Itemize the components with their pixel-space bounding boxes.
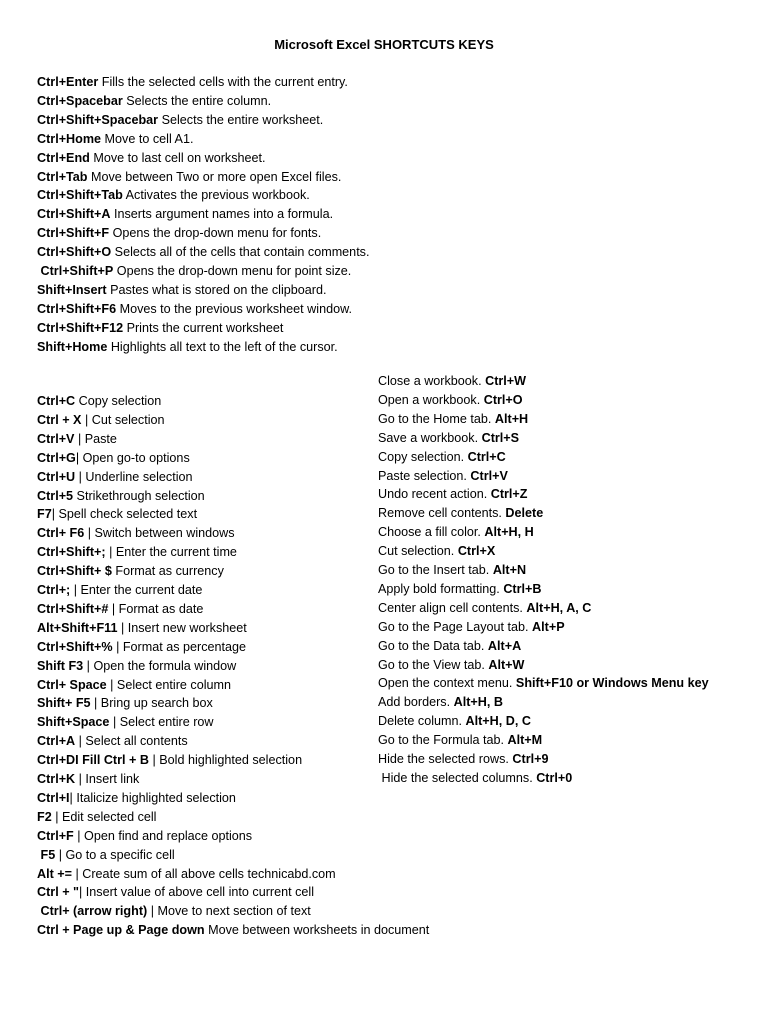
shortcut-line [37, 525, 235, 541]
shortcut-line [37, 733, 188, 749]
shortcut-description: | Edit selected cell [51, 809, 157, 824]
shortcut-key: Ctrl+ Space [37, 677, 107, 692]
shortcut-line [37, 339, 338, 355]
shortcut-line [37, 658, 236, 674]
shortcut-line [37, 582, 202, 598]
shortcut-key: Shift+ F5 [37, 696, 91, 711]
shortcut-line [37, 187, 310, 203]
shortcut-description: Go to the View tab. [378, 657, 489, 672]
shortcut-line [37, 393, 161, 409]
shortcut-key: Ctrl+Shift+# [37, 601, 109, 616]
shortcut-description: | Go to a specific cell [55, 847, 175, 862]
shortcut-description: Paste selection. [378, 468, 471, 483]
shortcut-description: | Bold highlighted selection [148, 753, 303, 768]
shortcut-key: Ctrl+9 [512, 752, 549, 766]
shortcut-key: Alt+N [492, 563, 527, 577]
shortcut-line [37, 93, 271, 109]
shortcut-description: | Create sum of all above cells technicabd.com [72, 866, 336, 881]
shortcut-description: Moves to the previous worksheet window. [116, 301, 352, 316]
shortcut-line [37, 639, 246, 655]
shortcut-description: Save a workbook. [378, 430, 482, 445]
shortcut-key: Ctrl+Shift+ $ [37, 564, 112, 579]
shortcut-key: Ctrl+V [37, 431, 75, 446]
shortcut-key: F2 [37, 809, 52, 824]
shortcut-description: | Italicize highlighted selection [69, 790, 236, 805]
shortcut-key: Alt+Shift+F11 [37, 620, 118, 635]
shortcut-description: Go to the Formula tab. [378, 733, 508, 748]
shortcut-line [37, 828, 252, 844]
shortcut-description: Open a workbook. [378, 392, 484, 407]
shortcut-line [37, 112, 323, 128]
shortcut-line [37, 320, 283, 336]
shortcut-key: F5 [37, 847, 56, 862]
shortcut-line [378, 392, 523, 408]
shortcut-line [378, 638, 521, 654]
shortcut-key: Ctrl+Shift+A [37, 207, 111, 222]
shortcut-line [37, 131, 193, 147]
shortcut-description: Go to the Data tab. [378, 638, 488, 653]
shortcut-line [37, 74, 348, 90]
shortcut-key: Shift F3 [37, 658, 84, 673]
shortcut-key: Ctrl+I [37, 790, 70, 805]
shortcut-description: Center align cell contents. [378, 600, 527, 615]
shortcut-key: Alt+A [487, 638, 522, 653]
shortcut-key: Ctrl+Shift+Spacebar [37, 112, 159, 127]
shortcut-line [37, 771, 139, 787]
shortcut-key: Ctrl+0 [536, 770, 573, 785]
shortcut-key: Ctrl+; [37, 583, 71, 597]
shortcut-description: Highlights all text to the left of the cursor. [107, 339, 338, 354]
shortcut-key: Ctrl+End [37, 150, 90, 165]
shortcut-key: Ctrl+Shift+O [37, 245, 112, 260]
shortcut-description: Go to the Insert tab. [378, 563, 493, 577]
shortcut-description: | Insert link [75, 772, 140, 786]
shortcut-key: Alt+H, D, C [465, 714, 531, 729]
page-title: Microsoft Excel SHORTCUTS KEYS [274, 37, 494, 52]
shortcut-key: Ctrl+Home [37, 131, 102, 146]
shortcut-description: Move to cell A1. [101, 131, 194, 146]
shortcut-line [378, 543, 495, 559]
shortcut-line [37, 150, 266, 166]
shortcut-description: | Enter the current date [70, 583, 203, 597]
shortcut-line [378, 486, 527, 502]
shortcut-description: Activates the previous workbook. [122, 188, 310, 203]
shortcut-key: Shift+Insert [37, 282, 107, 297]
shortcut-description: Undo recent action. [378, 487, 491, 502]
shortcut-key: Ctrl+C [467, 449, 506, 464]
shortcut-description: Apply bold formatting. [378, 581, 504, 596]
shortcut-key: Alt+H, H [484, 525, 534, 540]
shortcut-key: Ctrl+ (arrow right) [37, 904, 148, 919]
shortcut-key: Alt+W [488, 657, 525, 672]
shortcut-description: | Open find and replace options [73, 828, 253, 843]
shortcut-line [37, 206, 333, 222]
shortcut-line [37, 809, 156, 825]
shortcut-key: Ctrl+O [483, 392, 523, 407]
shortcut-line [378, 770, 572, 786]
shortcut-description: Opens the drop-down menu for fonts. [109, 226, 322, 241]
shortcut-description: Go to the Home tab. [378, 411, 495, 426]
shortcut-key: Alt+H [494, 411, 529, 426]
shortcut-line [378, 468, 508, 484]
shortcut-description: Prints the current worksheet [123, 320, 284, 335]
shortcut-description: Copy selection [75, 394, 162, 408]
shortcut-line [378, 581, 541, 597]
shortcut-line [378, 694, 503, 710]
shortcut-line [37, 714, 214, 730]
shortcut-description: Open the context menu. [378, 676, 516, 691]
shortcut-description: Choose a fill color. [378, 525, 485, 540]
shortcut-key: Ctrl+Shift+% [37, 639, 113, 654]
shortcut-key: Shift+Home [37, 339, 108, 354]
shortcut-description: Close a workbook. [378, 374, 486, 388]
shortcut-line [378, 505, 543, 521]
shortcut-description: Copy selection. [378, 449, 468, 464]
shortcut-description: Move between worksheets in document [204, 923, 430, 938]
shortcut-key: Ctrl+B [503, 581, 542, 596]
shortcut-key: Ctrl+K [37, 772, 76, 786]
shortcut-line [378, 411, 528, 427]
shortcut-description: Selects the entire worksheet. [158, 112, 324, 127]
shortcut-line [37, 301, 352, 317]
shortcut-key: Ctrl+Shift+F6 [37, 301, 117, 316]
shortcut-key: F7 [37, 507, 52, 522]
shortcut-description: Add borders. [378, 695, 454, 710]
shortcut-key: Ctrl+S [481, 430, 520, 445]
shortcut-description: | Spell check selected text [51, 507, 198, 522]
shortcut-key: Ctrl+G [37, 450, 76, 465]
shortcut-key: Ctrl+F [37, 828, 74, 843]
shortcut-line [37, 790, 236, 806]
shortcut-description: | Open go-to options [75, 450, 190, 465]
shortcut-key: Ctrl + Page up & Page down [37, 923, 205, 938]
shortcut-description: Hide the selected columns. [378, 770, 537, 785]
shortcut-description: Move to last cell on worksheet. [89, 150, 266, 165]
shortcut-description: Opens the drop-down menu for point size. [113, 264, 352, 278]
shortcut-key: Ctrl+Shift+; [37, 545, 106, 560]
shortcut-line [378, 430, 519, 446]
shortcut-key: Ctrl+5 [37, 488, 74, 503]
shortcut-line [37, 488, 205, 504]
shortcut-key: Ctrl+Shift+P [37, 264, 114, 278]
shortcut-description: Fills the selected cells with the current entry. [98, 75, 348, 89]
shortcut-key: Ctrl+A [37, 734, 76, 749]
shortcut-line [378, 657, 524, 673]
shortcut-description: Hide the selected rows. [378, 752, 513, 766]
shortcut-line [37, 506, 197, 522]
shortcut-key: Alt += [37, 866, 72, 881]
shortcut-line [37, 469, 193, 485]
shortcut-description: | Bring up search box [90, 696, 213, 711]
shortcut-description: | Open the formula window [83, 658, 237, 673]
shortcut-line [378, 675, 709, 691]
shortcut-line [378, 600, 591, 616]
shortcut-description: | Insert value of above cell into current cell [79, 885, 314, 900]
shortcut-description: | Insert new worksheet [117, 620, 247, 635]
shortcut-key: Ctrl+C [37, 394, 76, 408]
shortcut-line [37, 563, 224, 579]
shortcut-line [37, 695, 213, 711]
shortcut-description: | Underline selection [75, 469, 193, 484]
shortcut-description: | Select all contents [75, 734, 188, 749]
shortcut-description: Move between Two or more open Excel files. [87, 169, 342, 184]
shortcut-line [37, 282, 326, 298]
shortcut-description: Strikethrough selection [73, 488, 205, 503]
shortcut-description: | Select entire column [106, 677, 232, 692]
shortcut-key: Alt+H, B [453, 695, 503, 710]
shortcut-line [37, 244, 369, 260]
shortcut-line [37, 225, 321, 241]
shortcut-line [37, 450, 190, 466]
shortcut-key: Shift+F10 or Windows Menu key [515, 676, 709, 691]
shortcut-line [378, 524, 534, 540]
shortcut-line [378, 449, 506, 465]
shortcut-key: Ctrl+DI Fill Ctrl + B [37, 753, 149, 768]
shortcut-key: Ctrl+Shift+Tab [37, 188, 123, 203]
shortcut-description: | Enter the current time [105, 545, 237, 560]
shortcut-line [37, 169, 341, 185]
shortcut-key: Ctrl + X [37, 412, 82, 427]
shortcut-description: | Switch between windows [84, 526, 235, 541]
shortcut-key: Ctrl+Z [490, 487, 528, 502]
shortcut-key: Ctrl+Shift+F12 [37, 320, 124, 335]
shortcut-key: Ctrl + " [37, 885, 80, 900]
shortcut-description: Format as currency [111, 564, 224, 579]
shortcut-line [37, 752, 302, 768]
shortcut-description: Delete column. [378, 714, 466, 729]
shortcut-key: Ctrl+W [485, 374, 527, 388]
shortcut-line [378, 732, 542, 748]
shortcut-key: Ctrl+Shift+F [37, 226, 110, 241]
shortcut-key: Alt+M [507, 733, 543, 748]
shortcut-description: | Paste [74, 431, 117, 446]
shortcut-description: Selects all of the cells that contain comments. [111, 245, 370, 260]
shortcut-description: Cut selection. [378, 544, 458, 559]
shortcut-description: Go to the Page Layout tab. [378, 619, 533, 634]
shortcut-line [37, 431, 117, 447]
shortcut-key: Ctrl+V [470, 468, 508, 483]
shortcut-description: Inserts argument names into a formula. [110, 207, 334, 222]
shortcut-line [37, 412, 165, 428]
shortcut-description: Remove cell contents. [378, 506, 506, 521]
shortcut-line [37, 677, 231, 693]
shortcut-description: | Cut selection [81, 412, 165, 427]
shortcut-line [37, 847, 175, 863]
shortcut-line [378, 562, 526, 578]
shortcut-description: Selects the entire column. [122, 93, 272, 108]
shortcut-description: | Format as percentage [112, 639, 247, 654]
shortcut-line [37, 601, 203, 617]
shortcut-key: Ctrl+Tab [37, 169, 88, 184]
shortcut-line [378, 373, 526, 389]
shortcut-line [37, 922, 429, 938]
shortcut-line [37, 866, 336, 882]
shortcut-key: Alt+H, A, C [526, 600, 592, 615]
shortcut-key: Ctrl+U [37, 469, 76, 484]
shortcut-line [37, 884, 314, 900]
shortcut-description: | Format as date [108, 601, 204, 616]
shortcut-line [37, 263, 351, 279]
shortcut-line [37, 544, 237, 560]
shortcut-description: Pastes what is stored on the clipboard. [106, 282, 327, 297]
shortcut-line [378, 713, 531, 729]
shortcut-line [378, 619, 565, 635]
shortcut-line [378, 751, 548, 767]
shortcut-description: | Move to next section of text [147, 904, 311, 919]
shortcut-key: Ctrl+ F6 [37, 526, 85, 541]
shortcut-key: Delete [505, 506, 544, 521]
shortcut-key: Ctrl+Spacebar [37, 93, 123, 108]
shortcut-key: Alt+P [532, 619, 565, 634]
shortcut-key: Ctrl+Enter [37, 75, 99, 89]
shortcut-line [37, 903, 311, 919]
shortcut-key: Shift+Space [37, 715, 110, 730]
shortcut-line [37, 620, 247, 636]
shortcut-key: Ctrl+X [457, 544, 496, 559]
shortcut-description: | Select entire row [109, 715, 214, 730]
